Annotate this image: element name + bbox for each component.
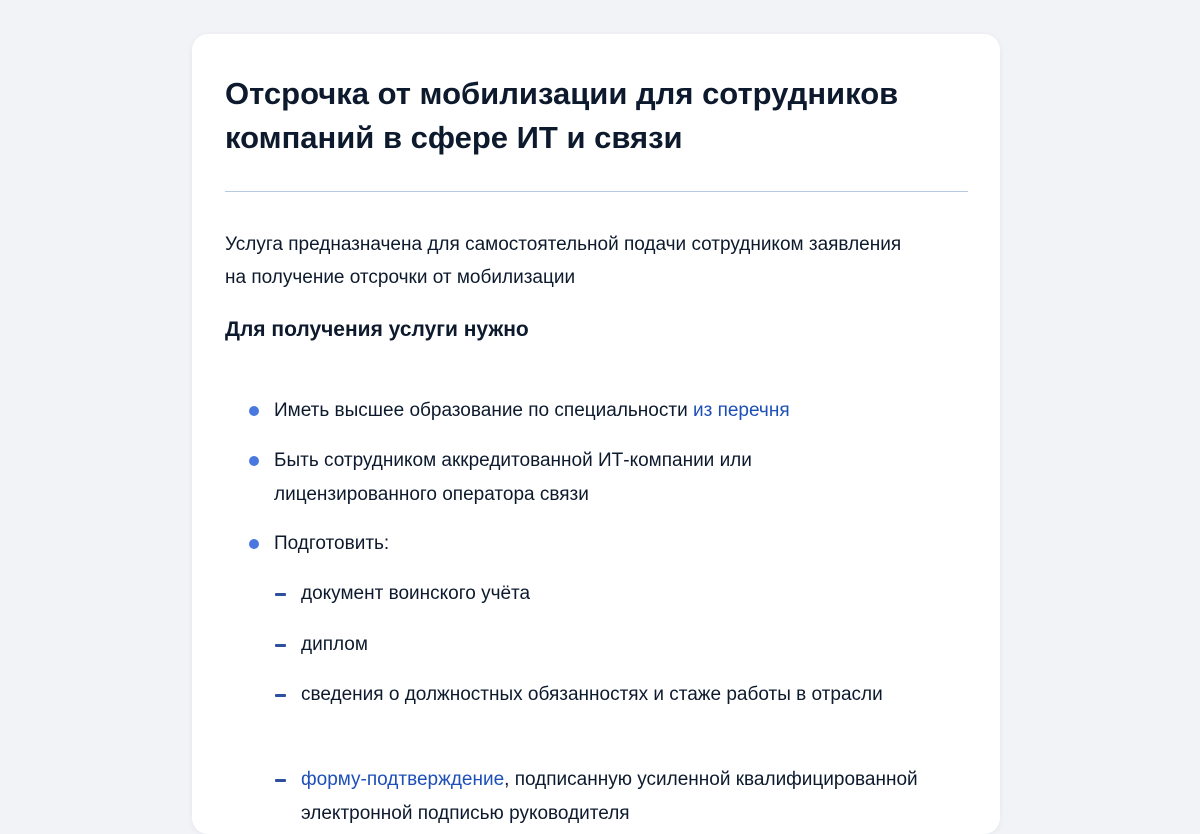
page-title: Отсрочка от мобилизации для сотрудников компаний в сфере ИТ и связи — [225, 76, 899, 155]
requirement-item-prepare — [274, 527, 914, 561]
bullet-dot-icon — [249, 406, 259, 416]
requirement-item-education — [274, 394, 914, 428]
service-description: Услуга предназначена для самостоятельной подачи сотрудником заявления на получение отсрочки от мобилизации — [225, 234, 902, 288]
document-text: , подписанную усиленной квалифицированной электронной подписью руководителя — [301, 769, 918, 824]
specialty-list-link[interactable]: из перечня — [692, 400, 790, 421]
service-card — [192, 34, 1000, 834]
document-item-confirmation-form — [301, 763, 921, 831]
document-text: сведения о должностных обязанностях и стаже работы в отрасли — [301, 684, 883, 705]
dash-icon — [275, 694, 286, 697]
requirement-text: Быть сотрудником аккредитованной ИТ-компании или лицензированного оператора связи — [274, 450, 752, 505]
dash-icon — [275, 593, 286, 596]
bullet-dot-icon — [249, 456, 259, 466]
document-item-duties — [301, 678, 921, 712]
bullet-dot-icon — [249, 539, 259, 549]
document-text: диплом — [301, 634, 368, 655]
requirements-heading: Для получения услуги нужно — [225, 318, 529, 341]
title-divider — [225, 191, 968, 192]
dash-icon — [275, 644, 286, 647]
dash-icon — [275, 779, 286, 782]
confirmation-form-link[interactable]: форму-подтверждение — [301, 769, 505, 790]
requirement-text: Иметь высшее образование по специальности — [274, 400, 693, 421]
document-item-diploma — [301, 628, 921, 662]
document-item-military-id — [301, 577, 921, 611]
requirement-item-employee — [274, 444, 914, 512]
requirement-text: Подготовить: — [274, 533, 390, 554]
document-text: документ воинского учёта — [301, 583, 531, 604]
